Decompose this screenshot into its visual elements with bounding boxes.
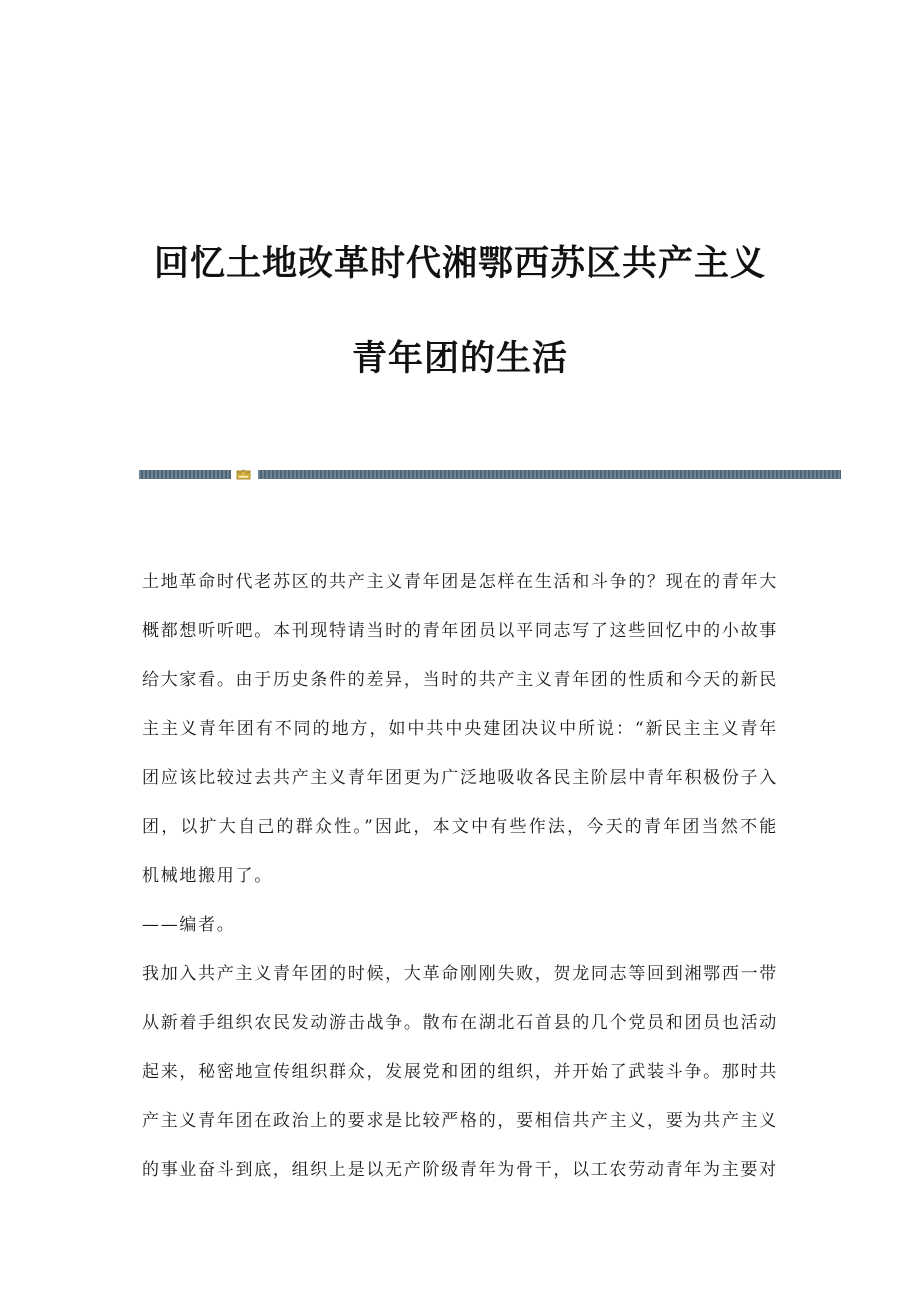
body-paragraph: 我加入共产主义青年团的时候，大革命刚刚失败，贺龙同志等回到湘鄂西一带从新着手组织农民发动游击战争。散布在湖北石首县的几个党员和团员也活动起来，秘密地宣传组织群众，发展党和团的组织，并开始了武装斗争。那时共产主义青年团在政治上的要求是比较严格的，要相信共产主义，要为共产主义的事业奋斗到底，组织上是以无产阶级青年为骨干，以工农劳动青年为主要对 xyxy=(142,964,778,1180)
divider-bar-right xyxy=(258,470,841,479)
intro-paragraph: 土地革命时代老苏区的共产主义青年团是怎样在生活和斗争的？现在的青年大概都想听听吧。本刊现特请当时的青年团员以平同志写了这些回忆中的小故事给大家看。由于历史条件的差异，当时的共产主义青年团的性质和今天的新民主主义青年团有不同的地方，如中共中央建团决议中所说：“新民主主义青年团应该比较过去共产主义青年团更为广泛地吸收各民主阶层中青年积极份子入团，以扩大自己的群众性。”因此，本文中有些作法，今天的青年团当然不能机械地搬用了。 xyxy=(142,572,778,886)
divider-bar-left xyxy=(139,470,231,479)
title-line-2: 青年团的生活 xyxy=(351,339,568,380)
crown-ornament-icon xyxy=(236,468,251,480)
title-line-1: 回忆土地改革时代湘鄂西苏区共产主义 xyxy=(153,244,766,285)
editor-signature: ——编者。 xyxy=(142,915,236,935)
